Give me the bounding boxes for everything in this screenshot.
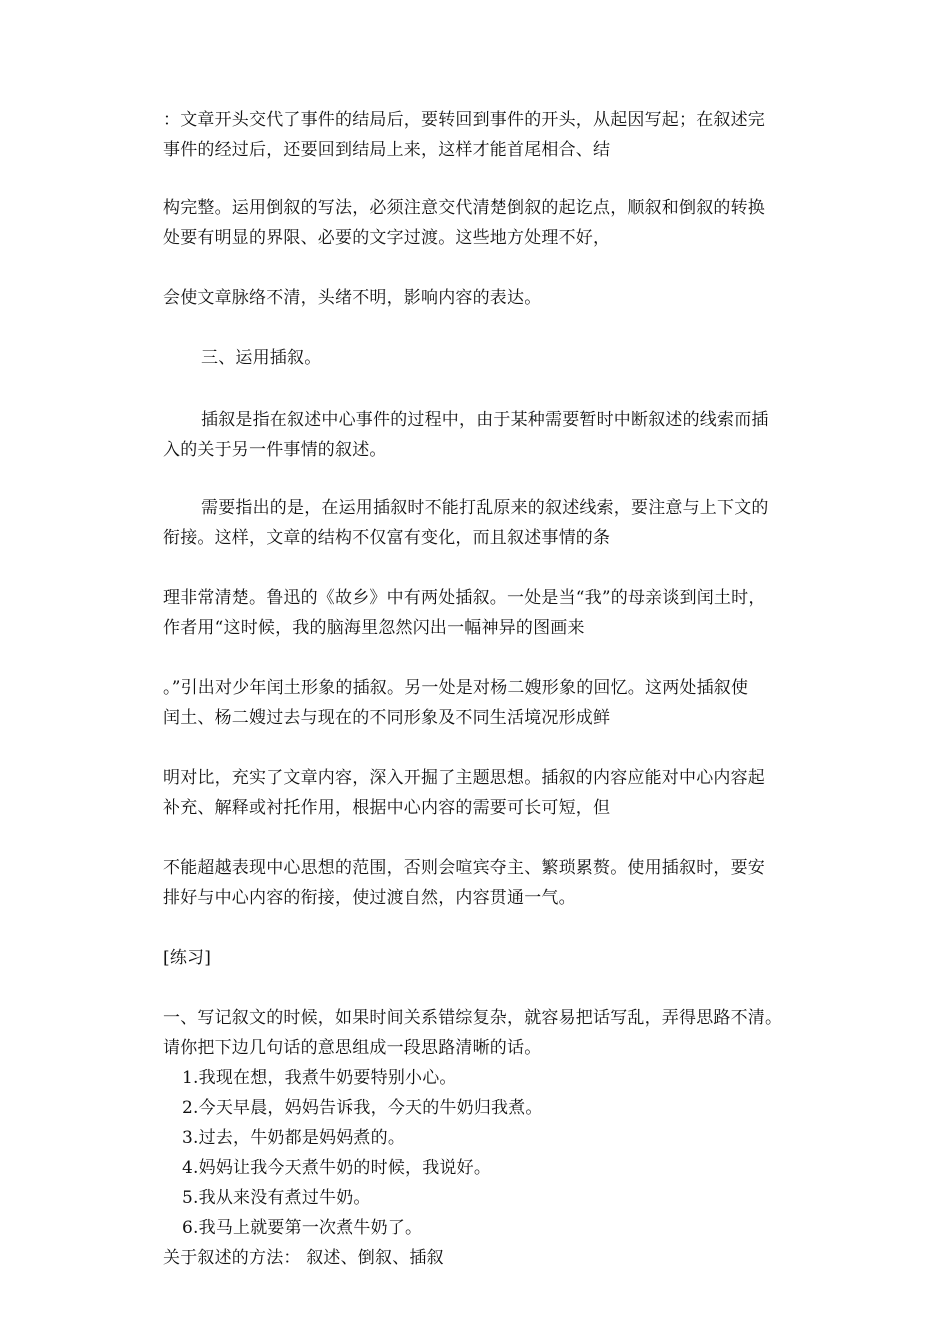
text-line: 作者用“这时候，我的脑海里忽然闪出一幅神异的图画来 <box>163 618 585 638</box>
text-line: 一、写记叙文的时候，如果时间关系错综复杂，就容易把话写乱，弄得思路不清。 <box>163 1008 783 1028</box>
text-line: 事件的经过后，还要回到结局上来，这样才能首尾相合、结 <box>163 140 611 160</box>
list-item: 4.妈妈让我今天煮牛奶的时候，我说好。 <box>182 1158 492 1178</box>
text-line: 关于叙述的方法： 叙述、倒叙、插叙 <box>163 1248 444 1268</box>
text-line: 会使文章脉络不清，头绪不明，影响内容的表达。 <box>163 288 542 308</box>
list-item: 1.我现在想，我煮牛奶要特别小心。 <box>182 1068 457 1088</box>
exercise-heading: [练习] <box>163 948 212 968</box>
list-item: 2.今天早晨，妈妈告诉我，今天的牛奶归我煮。 <box>182 1098 543 1118</box>
text-line: 排好与中心内容的衔接，使过渡自然，内容贯通一气。 <box>163 888 576 908</box>
text-line: 请你把下边几句话的意思组成一段思路清晰的话。 <box>163 1038 542 1058</box>
text-line: 入的关于另一件事情的叙述。 <box>163 440 387 460</box>
list-item: 3.过去，牛奶都是妈妈煮的。 <box>182 1128 406 1148</box>
text-line: 。”引出对少年闰土形象的插叙。另一处是对杨二嫂形象的回忆。这两处插叙使 <box>163 678 749 698</box>
text-line: 处要有明显的界限、必要的文字过渡。这些地方处理不好， <box>163 228 611 248</box>
section-heading: 三、运用插叙。 <box>201 348 322 368</box>
text-line: 闰土、杨二嫂过去与现在的不同形象及不同生活境况形成鲜 <box>163 708 611 728</box>
text-line: 不能超越表现中心思想的范围，否则会喧宾夺主、繁琐累赘。使用插叙时，要安 <box>163 858 765 878</box>
text-line: 补充、解释或衬托作用，根据中心内容的需要可长可短，但 <box>163 798 611 818</box>
text-line: 明对比，充实了文章内容，深入开掘了主题思想。插叙的内容应能对中心内容起 <box>163 768 765 788</box>
text-line: 插叙是指在叙述中心事件的过程中，由于某种需要暂时中断叙述的线索而插 <box>201 410 769 430</box>
list-item: 6.我马上就要第一次煮牛奶了。 <box>182 1218 423 1238</box>
text-line: 衔接。这样，文章的结构不仅富有变化，而且叙述事情的条 <box>163 528 611 548</box>
text-line: ：文章开头交代了事件的结局后，要转回到事件的开头，从起因写起；在叙述完 <box>163 110 765 130</box>
list-item: 5.我从来没有煮过牛奶。 <box>182 1188 371 1208</box>
text-line: 理非常清楚。鲁迅的《故乡》中有两处插叙。一处是当“我”的母亲谈到闰土时， <box>163 588 766 608</box>
text-line: 需要指出的是，在运用插叙时不能打乱原来的叙述线索，要注意与上下文的 <box>201 498 769 518</box>
text-line: 构完整。运用倒叙的写法，必须注意交代清楚倒叙的起讫点，顺叙和倒叙的转换 <box>163 198 765 218</box>
